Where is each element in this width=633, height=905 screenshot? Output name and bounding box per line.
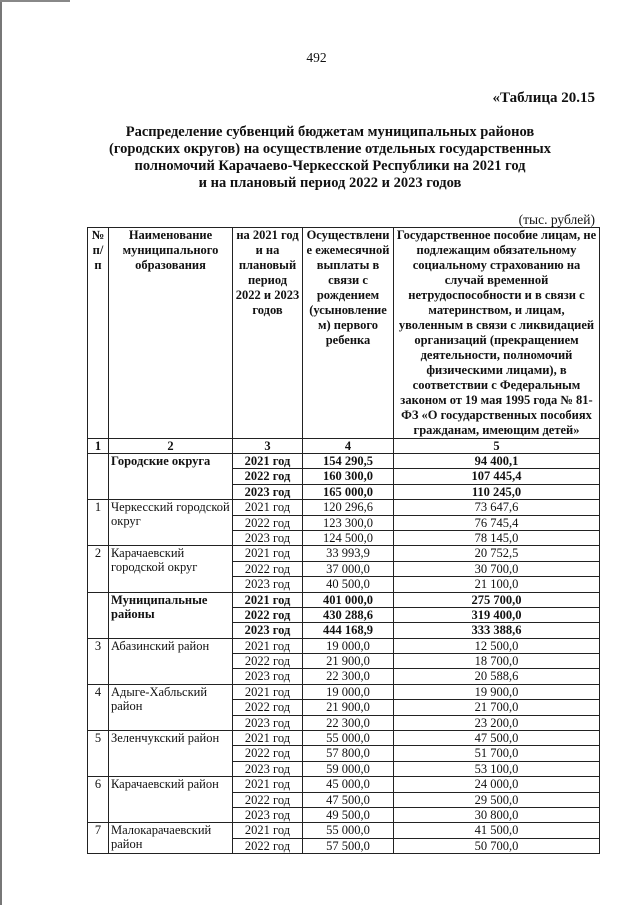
period-year: 2021 год [233, 731, 303, 746]
state-allowance-value: 94 400,1 [394, 454, 600, 469]
state-allowance-value: 24 000,0 [394, 777, 600, 792]
state-allowance-value: 30 700,0 [394, 561, 600, 576]
column-number: 3 [233, 439, 303, 454]
monthly-payment-value: 120 296,6 [303, 500, 394, 515]
table-row [88, 823, 600, 838]
row-index: 5 [88, 731, 109, 777]
monthly-payment-value: 59 000,0 [303, 761, 394, 776]
period-year: 2022 год [233, 700, 303, 715]
title-line: и на плановый период 2022 и 2023 годов [198, 175, 462, 191]
column-number: 4 [303, 439, 394, 454]
state-allowance-value: 275 700,0 [394, 592, 600, 607]
monthly-payment-value: 22 300,0 [303, 715, 394, 730]
monthly-payment-value: 45 000,0 [303, 777, 394, 792]
period-year: 2021 год [233, 684, 303, 699]
period-year: 2022 год [233, 746, 303, 761]
title-line: (городских округов) на осуществление отдельных государственных [109, 141, 551, 157]
state-allowance-value: 333 388,6 [394, 623, 600, 638]
period-year: 2022 год [233, 469, 303, 484]
column-number: 1 [88, 439, 109, 454]
monthly-payment-value: 33 993,9 [303, 546, 394, 561]
column-number: 5 [394, 439, 600, 454]
table-row [88, 777, 600, 792]
state-allowance-value: 20 588,6 [394, 669, 600, 684]
state-allowance-value: 19 900,0 [394, 684, 600, 699]
municipality-name: Карачаевский район [109, 777, 233, 823]
period-year: 2022 год [233, 654, 303, 669]
period-year: 2022 год [233, 838, 303, 853]
monthly-payment-value: 19 000,0 [303, 684, 394, 699]
monthly-payment-value: 40 500,0 [303, 577, 394, 592]
table-label: «Таблица 20.15 [492, 90, 595, 106]
state-allowance-value: 110 245,0 [394, 484, 600, 499]
table-row [88, 731, 600, 746]
monthly-payment-value: 430 288,6 [303, 607, 394, 622]
table-row [88, 638, 600, 653]
period-year: 2021 год [233, 777, 303, 792]
period-year: 2023 год [233, 669, 303, 684]
state-allowance-value: 12 500,0 [394, 638, 600, 653]
monthly-payment-value: 37 000,0 [303, 561, 394, 576]
table-row [88, 454, 600, 469]
header-municipality: Наименование муниципального образования [109, 228, 233, 439]
scan-edge-top [0, 0, 70, 2]
monthly-payment-value: 49 500,0 [303, 807, 394, 822]
period-year: 2021 год [233, 823, 303, 838]
period-year: 2022 год [233, 607, 303, 622]
state-allowance-value: 73 647,6 [394, 500, 600, 515]
period-year: 2023 год [233, 761, 303, 776]
period-year: 2023 год [233, 715, 303, 730]
period-year: 2021 год [233, 500, 303, 515]
header-number: № п/ п [88, 228, 109, 439]
period-year: 2023 год [233, 807, 303, 822]
state-allowance-value: 30 800,0 [394, 807, 600, 822]
row-index: 3 [88, 638, 109, 684]
state-allowance-value: 50 700,0 [394, 838, 600, 853]
row-index [88, 592, 109, 638]
state-allowance-value: 107 445,4 [394, 469, 600, 484]
monthly-payment-value: 22 300,0 [303, 669, 394, 684]
monthly-payment-value: 444 168,9 [303, 623, 394, 638]
table-body [88, 454, 600, 854]
period-year: 2021 год [233, 592, 303, 607]
row-index: 2 [88, 546, 109, 592]
state-allowance-value: 53 100,0 [394, 761, 600, 776]
state-allowance-value: 21 100,0 [394, 577, 600, 592]
title-line: Распределение субвенций бюджетам муниципальных районов [125, 124, 535, 140]
municipality-name: Карачаевский городской округ [109, 546, 233, 592]
scan-edge-left [0, 0, 2, 905]
header-row [88, 228, 600, 439]
municipality-name: Абазинский район [109, 638, 233, 684]
row-index: 1 [88, 500, 109, 546]
monthly-payment-value: 47 500,0 [303, 792, 394, 807]
state-allowance-value: 29 500,0 [394, 792, 600, 807]
state-allowance-value: 23 200,0 [394, 715, 600, 730]
municipality-name: Городские округа [109, 454, 233, 500]
state-allowance-value: 76 745,4 [394, 515, 600, 530]
header-monthly-payment: Осуществлени е ежемесячной выплаты в связи с рождением (усыновление м) первого ребенка [303, 228, 394, 439]
monthly-payment-value: 401 000,0 [303, 592, 394, 607]
subvention-table [87, 227, 600, 854]
period-year: 2022 год [233, 561, 303, 576]
monthly-payment-value: 57 800,0 [303, 746, 394, 761]
period-year: 2021 год [233, 454, 303, 469]
state-allowance-value: 51 700,0 [394, 746, 600, 761]
period-year: 2023 год [233, 530, 303, 545]
monthly-payment-value: 154 290,5 [303, 454, 394, 469]
period-year: 2023 год [233, 577, 303, 592]
municipality-name: Муниципальные районы [109, 592, 233, 638]
title-line: полномочий Карачаево-Черкесской Республики на 2021 год [134, 158, 526, 174]
column-number: 2 [109, 439, 233, 454]
municipality-name: Черкесский городской округ [109, 500, 233, 546]
monthly-payment-value: 57 500,0 [303, 838, 394, 853]
period-year: 2022 год [233, 792, 303, 807]
period-year: 2021 год [233, 546, 303, 561]
monthly-payment-value: 124 500,0 [303, 530, 394, 545]
row-index: 7 [88, 823, 109, 854]
state-allowance-value: 41 500,0 [394, 823, 600, 838]
period-year: 2021 год [233, 638, 303, 653]
table-row [88, 546, 600, 561]
state-allowance-value: 21 700,0 [394, 700, 600, 715]
municipality-name: Адыге-Хабльский район [109, 684, 233, 730]
monthly-payment-value: 160 300,0 [303, 469, 394, 484]
period-year: 2022 год [233, 515, 303, 530]
monthly-payment-value: 19 000,0 [303, 638, 394, 653]
row-index: 4 [88, 684, 109, 730]
monthly-payment-value: 55 000,0 [303, 823, 394, 838]
state-allowance-value: 18 700,0 [394, 654, 600, 669]
column-number-row [88, 439, 600, 454]
header-period: на 2021 год и на плановый период 2022 и 2023 годов [233, 228, 303, 439]
state-allowance-value: 319 400,0 [394, 607, 600, 622]
row-index [88, 454, 109, 500]
state-allowance-value: 20 752,5 [394, 546, 600, 561]
monthly-payment-value: 21 900,0 [303, 700, 394, 715]
table-row [88, 500, 600, 515]
monthly-payment-value: 55 000,0 [303, 731, 394, 746]
monthly-payment-value: 123 300,0 [303, 515, 394, 530]
units-label: (тыс. рублей) [518, 212, 595, 227]
table-row [88, 684, 600, 699]
monthly-payment-value: 165 000,0 [303, 484, 394, 499]
table-row [88, 592, 600, 607]
state-allowance-value: 47 500,0 [394, 731, 600, 746]
monthly-payment-value: 21 900,0 [303, 654, 394, 669]
period-year: 2023 год [233, 484, 303, 499]
page-number: 492 [306, 50, 327, 65]
state-allowance-value: 78 145,0 [394, 530, 600, 545]
header-state-allowance: Государственное пособие лицам, не подлежащим обязательному социальному страхованию на случай временной нетрудоспособности и в связи с материнством, и лицам, уволенным в связи с ликвидацией организаций (прекращением деятельности, полномочий физическими лицами), в соответствии с Федеральным законом от 19 мая 1995 года № 81-ФЗ «О государственных пособиях гражданам, имеющим детей» [394, 228, 600, 439]
municipality-name: Малокарачаевский район [109, 823, 233, 854]
municipality-name: Зеленчукский район [109, 731, 233, 777]
period-year: 2023 год [233, 623, 303, 638]
row-index: 6 [88, 777, 109, 823]
document-title [80, 124, 580, 192]
